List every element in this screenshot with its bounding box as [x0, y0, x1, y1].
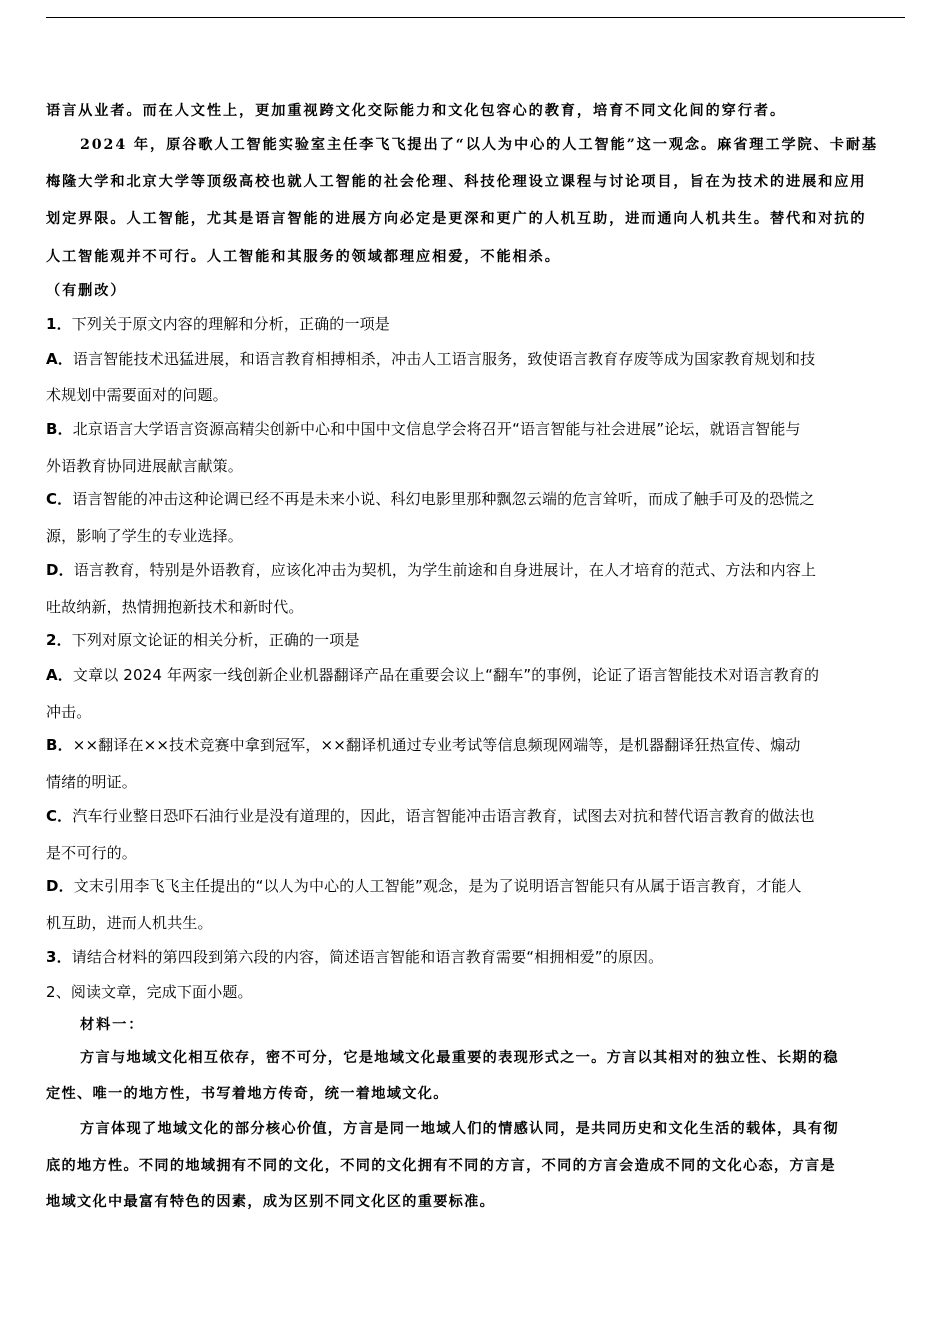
option-b: B．北京语言大学语言资源高精尖创新中心和中国中文信息学会将召开“语言智能与社会进展”论坛，就语言智能与	[46, 420, 801, 438]
option-a: A．语言智能技术迅猛进展，和语言教育相搏相杀，冲击人工语言服务，致使语言教育存废等成为国家教育规划和技	[46, 350, 816, 368]
option-a-cont: 术规划中需要面对的问题。	[46, 386, 228, 404]
passage-line: 语言从业者。而在人文性上，更加重视跨文化交际能力和文化包容心的教育，培育不同文化间的穿行者。	[46, 103, 787, 119]
material-paragraph: 定性、唯一的地方性，书写着地方传奇，统一着地域文化。	[46, 1086, 449, 1102]
option-b-cont: 外语教育协同进展献言献策。	[46, 457, 243, 475]
option-d: D．文末引用李飞飞主任提出的“以人为中心的人工智能”观念，是为了说明语言智能只有从属于语言教育，才能人	[46, 877, 802, 895]
option-c-cont: 源，影响了学生的专业选择。	[46, 527, 243, 545]
option-d: D．语言教育，特别是外语教育，应该化冲击为契机，为学生前途和自身进展计，在人才培育的范式、方法和内容上	[46, 561, 817, 579]
passage-line: 划定界限。人工智能，尤其是语言智能的进展方向必定是更深和更广的人机互助，进而通向人机共生。替代和对抗的	[46, 211, 867, 227]
option-b-cont: 情绪的明证。	[46, 773, 137, 791]
passage-line: 2024 年，原谷歌人工智能实验室主任李飞飞提出了“以人为中心的人工智能”这一观念。麻省理工学院、卡耐基	[80, 137, 878, 153]
option-c: C．语言智能的冲击这种论调已经不再是未来小说、科幻电影里那种飘忽云端的危言耸听，而成了触手可及的恐慌之	[46, 490, 815, 508]
question-2-stem: 2．下列对原文论证的相关分析，正确的一项是	[46, 631, 360, 649]
material-paragraph: 底的地方性。不同的地域拥有不同的文化，不同的文化拥有不同的方言，不同的方言会造成不同的文化心态，方言是	[46, 1158, 836, 1174]
material-paragraph: 地域文化中最富有特色的因素，成为区别不同文化区的重要标准。	[46, 1194, 496, 1210]
material-paragraph: 方言与地域文化相互依存，密不可分，它是地域文化最重要的表现形式之一。方言以其相对的独立性、长期的稳	[80, 1050, 839, 1066]
option-a: A．文章以 2024 年两家一线创新企业机器翻译产品在重要会议上“翻车”的事例，论证了语言智能技术对语言教育的	[46, 666, 820, 684]
question-1-stem: 1．下列关于原文内容的理解和分析，正确的一项是	[46, 315, 390, 333]
option-d-cont: 机互助，进而人机共生。	[46, 914, 213, 932]
question-3-stem: 3．请结合材料的第四段到第六段的内容，简述语言智能和语言教育需要“相拥相爱”的原因。	[46, 948, 664, 966]
option-d-cont: 吐故纳新，热情拥抱新技术和新时代。	[46, 598, 304, 616]
option-c-cont: 是不可行的。	[46, 844, 137, 862]
passage-line: 梅隆大学和北京大学等顶级高校也就人工智能的社会伦理、科技伦理设立课程与讨论项目，旨在为技术的进展和应用	[46, 174, 867, 190]
source-note: （有删改）	[46, 283, 127, 299]
option-a-cont: 冲击。	[46, 703, 92, 721]
material-paragraph: 方言体现了地域文化的部分核心价值，方言是同一地域人们的情感认同，是共同历史和文化生活的载体，具有彻	[80, 1121, 839, 1137]
passage-line: 人工智能观并不可行。人工智能和其服务的领域都理应相爱，不能相杀。	[46, 249, 561, 265]
option-c: C．汽车行业整日恐吓石油行业是没有道理的，因此，语言智能冲击语言教育，试图去对抗和替代语言教育的做法也	[46, 807, 815, 825]
option-b: B．××翻译在××技术竞赛中拿到冠军，××翻译机通过专业考试等信息频现网端等，是机器翻译狂热宣传、煽动	[46, 736, 801, 754]
material-label: 材料一：	[80, 1017, 145, 1033]
header-rule	[46, 17, 905, 18]
section-2-heading: 2、阅读文章，完成下面小题。	[46, 983, 253, 1001]
